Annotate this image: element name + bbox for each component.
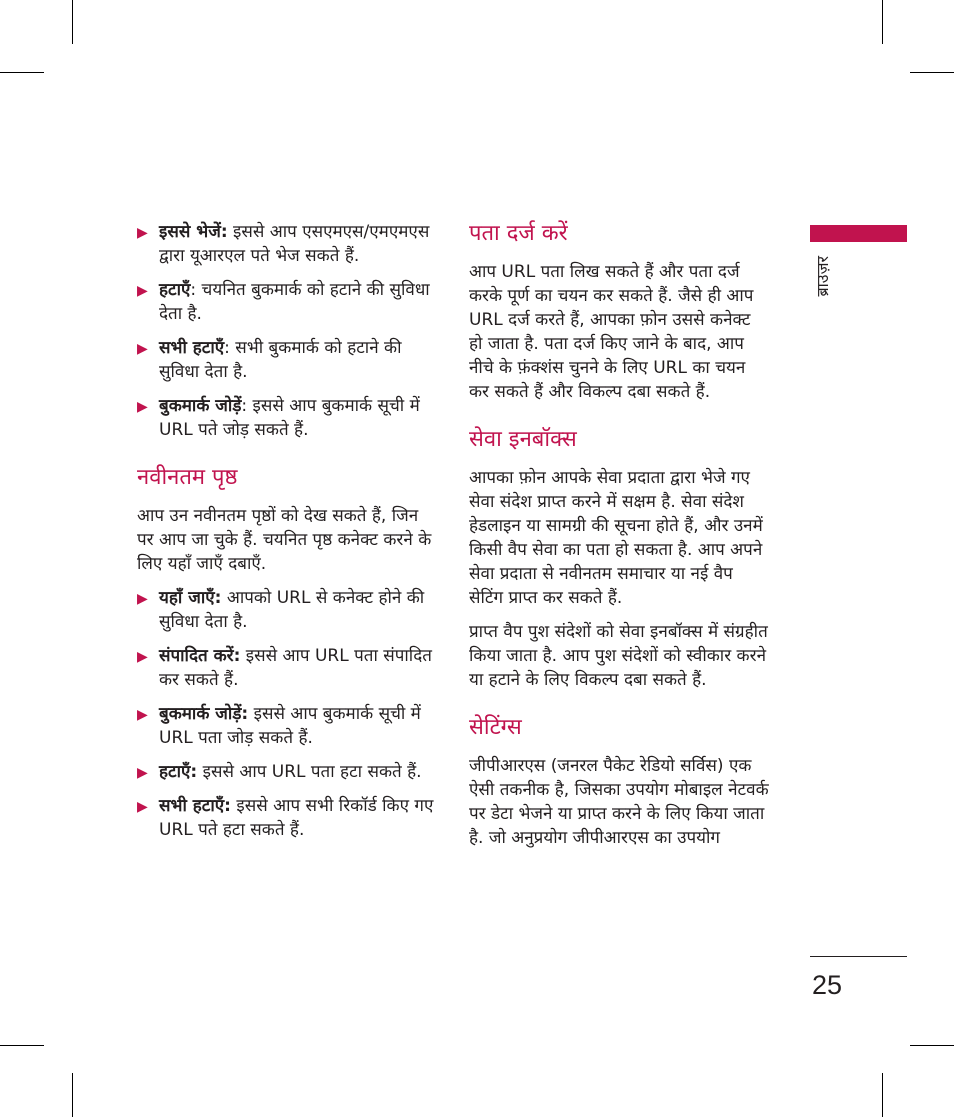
left-column bbox=[137, 220, 437, 852]
crop-mark bbox=[910, 1045, 954, 1046]
bullet-arrow-icon: ▶ bbox=[137, 707, 148, 723]
crop-mark bbox=[72, 1073, 73, 1117]
crop-mark bbox=[72, 0, 73, 44]
bullet-item: ▶ बुकमार्क जोड़ें: इससे आप बुकमार्क सूची में URL पते जोड़ सकते हैं. bbox=[137, 396, 420, 440]
section-body: प्राप्त वैप पुश संदेशों को सेवा इनबॉक्स में संग्रहीत किया जाता है. आप पुश संदेशों को स्वीकार करने या हटाने के लिए विकल्प दबा सकते हैं. bbox=[469, 622, 768, 690]
bullet-item: ▶ बुकमार्क जोड़ें: इससे आप बुकमार्क सूची में URL पता जोड़ सकते हैं. bbox=[137, 704, 421, 748]
chapter-tab-bar bbox=[810, 225, 907, 242]
page-number: 25 bbox=[812, 970, 843, 1000]
crop-mark bbox=[882, 1073, 883, 1117]
crop-mark bbox=[882, 0, 883, 44]
section-body: जीपीआरएस (जनरल पैकेट रेडियो सर्विस) एक ऐसी तकनीक है, जिसका उपयोग मोबाइल नेटवर्क पर डेटा भेजने या प्राप्त करने के लिए किया जाता है. जो अनुप्रयोग जीपीआरएस का उपयोग bbox=[469, 756, 769, 848]
right-column bbox=[469, 220, 769, 860]
bullet-arrow-icon: ▶ bbox=[137, 591, 148, 607]
section-heading-latest-pages: नवीनतम पृष्ठ bbox=[137, 465, 238, 490]
bullet-arrow-icon: ▶ bbox=[137, 341, 148, 357]
bullet-arrow-icon: ▶ bbox=[137, 799, 148, 815]
crop-mark bbox=[910, 72, 954, 73]
section-heading-service-inbox: सेवा इनबॉक्स bbox=[469, 427, 577, 452]
bullet-item: ▶ यहाँ जाएँ: आपको URL से कनेक्ट होने की सुविधा देता है. bbox=[137, 588, 425, 632]
bullet-arrow-icon: ▶ bbox=[137, 765, 148, 781]
section-body: आपका फ़ोन आपके सेवा प्रदाता द्वारा भेजे गए सेवा संदेश प्राप्त करने में सक्षम है. सेवा संदेश हेडलाइन या सामग्री की सूचना होते हैं, और उनमें किसी वैप सेवा का पता हो सकता है. आप अपने सेवा प्रदाता से नवीनतम समाचार या नई वैप सेटिंग प्राप्त कर सकते हैं. bbox=[469, 468, 763, 608]
bullet-item: ▶ हटाएँ: इससे आप URL पता हटा सकते हैं. bbox=[137, 760, 437, 784]
crop-mark bbox=[0, 72, 44, 73]
bullet-arrow-icon: ▶ bbox=[137, 649, 148, 665]
section-heading-enter-address: पता दर्ज करें bbox=[469, 221, 568, 246]
section-body: आप URL पता लिख सकते हैं और पता दर्ज करके पूर्ण का चयन कर सकते हैं. जैसे ही आप URL दर्ज करते हैं, आपका फ़ोन उससे कनेक्ट हो जाता है. पता दर्ज किए जाने के बाद, आप नीचे के फ़ंक्शंस चुनने के लिए URL का चयन कर सकते हैं और विकल्प दबा सकते हैं. bbox=[469, 262, 754, 402]
chapter-tab-label: ब्राउज़र bbox=[813, 256, 832, 297]
divider bbox=[810, 956, 907, 957]
bullet-item: ▶ सभी हटाएँ: इससे आप सभी रिकॉर्ड किए गए URL पते हटा सकते हैं. bbox=[137, 796, 434, 840]
bullet-item: ▶ सभी हटाएँ: सभी बुकमार्क को हटाने की सुविधा देता है. bbox=[137, 338, 402, 382]
bullet-item: ▶ संपादित करें: इससे आप URL पता संपादित कर सकते हैं. bbox=[137, 646, 432, 690]
bullet-item: ▶ इससे भेजें: इससे आप एसएमएस/एमएमएस द्वारा यूआरएल पते भेज सकते हैं. bbox=[137, 222, 430, 266]
section-body: आप उन नवीनतम पृष्ठों को देख सकते हैं, जिन पर आप जा चुके हैं. चयनित पृष्ठ कनेक्ट करने के लिए यहाँ जाएँ दबाएँ. bbox=[137, 506, 432, 574]
crop-mark bbox=[0, 1045, 44, 1046]
bullet-arrow-icon: ▶ bbox=[137, 283, 148, 299]
bullet-item: ▶ हटाएँ: चयनित बुकमार्क को हटाने की सुविधा देता है. bbox=[137, 280, 430, 324]
bullet-arrow-icon: ▶ bbox=[137, 399, 148, 415]
section-heading-settings: सेटिंग्स bbox=[469, 715, 522, 740]
bullet-arrow-icon: ▶ bbox=[137, 225, 148, 241]
